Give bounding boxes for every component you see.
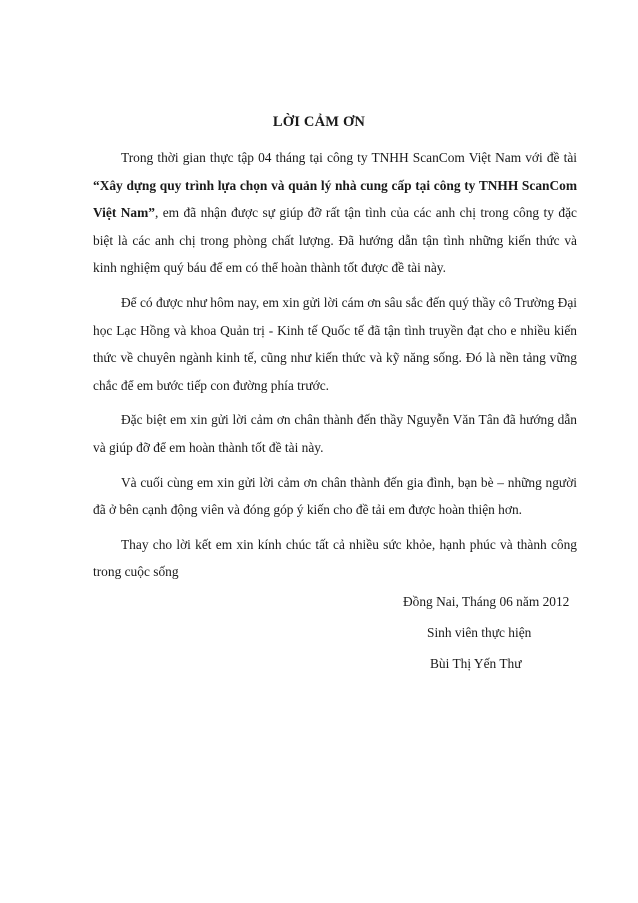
paragraph-internship bbox=[93, 144, 577, 282]
signature-role: Sinh viên thực hiện bbox=[427, 625, 532, 640]
paragraph-text: , em đã nhận được sự giúp đỡ rất tận tình của các anh chị trong công ty đặc biệt là các anh chị trong phòng chất lượng. Đã hướng dẫn tận tình những kiến thức và kinh nghiệm quý báu để em có thể hoàn thành tốt được đề tài này. bbox=[93, 205, 577, 276]
signature-name: Bùi Thị Yến Thư bbox=[430, 656, 522, 671]
paragraph-university: Để có được như hôm nay, em xin gửi lời cám ơn sâu sắc đến quý thầy cô Trường Đại học Lạc Hồng và khoa Quản trị - Kinh tế Quốc tế đã tận tình truyền đạt cho e nhiều kiến thức về chuyên ngành kinh tế, cũng như kiến thức và kỹ năng sống. Đó là nền tảng vững chắc để em bước tiếp con đường phía trước. bbox=[93, 294, 577, 393]
paragraph-text: Trong thời gian thực tập 04 tháng tại công ty TNHH ScanCom Việt Nam với đề tài bbox=[121, 150, 577, 165]
paragraph-advisor: Đặc biệt em xin gửi lời cảm ơn chân thành đến thầy Nguyễn Văn Tân đã hướng dẫn và giúp đỡ để em hoàn thành tốt đề tài này. bbox=[93, 412, 577, 455]
paragraph-closing: Thay cho lời kết em xin kính chúc tất cả nhiều sức khỏe, hạnh phúc và thành công trong cuộc sống bbox=[93, 536, 577, 580]
signature-place-date: Đồng Nai, Tháng 06 năm 2012 bbox=[403, 594, 570, 609]
thesis-topic: “Xây dựng quy trình lựa chọn và quản lý nhà cung cấp tại công ty TNHH ScanCom Việt Nam” bbox=[93, 177, 577, 221]
page-title: LỜI CẢM ƠN bbox=[272, 114, 366, 130]
paragraph-family: Và cuối cùng em xin gửi lời cảm ơn chân thành đến gia đình, bạn bè – những người đã ở bên cạnh động viên và đóng góp ý kiến cho đề tải em được hoàn thiện hơn. bbox=[93, 474, 577, 518]
document-body bbox=[93, 144, 577, 586]
